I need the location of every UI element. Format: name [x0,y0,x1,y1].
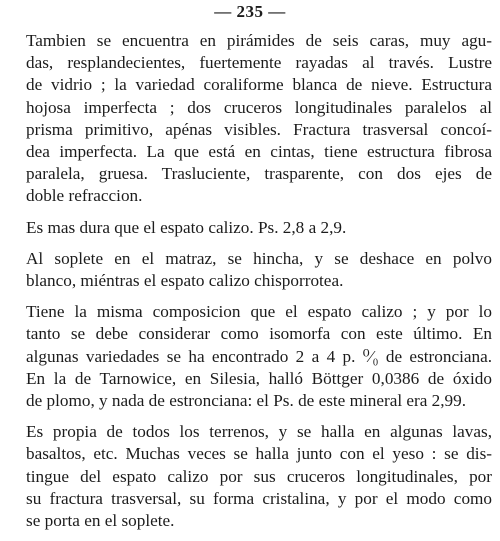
text-line: algunas variedades se ha encontrado 2 a 4 p. ⁰⁄₀ de estronciana. [26,346,492,366]
text-line: tanto se debe considerar como isomorfa con este último. En [26,324,492,344]
page-number: — 235 — [214,2,286,21]
text-line: dea imperfecta. La que está en cintas, tiene estructura fibrosa [26,142,492,162]
paragraph-blowpipe [26,248,492,292]
text-line: Es mas dura que el espato calizo. Ps. 2,8 a 2,9. [26,217,347,237]
text-line: doble refraccion. [26,186,143,206]
text-line: de plomo, y nada de estronciana: el Ps. de este mineral era 2,99. [26,391,467,411]
text-line: tingue del espato calizo por sus cruceros longitudinales, por [26,466,492,486]
text-line: su fractura trasversal, su forma cristalina, y por el modo como [26,488,492,508]
text-line: hojosa imperfecta ; dos cruceros longitudinales paralelos al [26,97,492,117]
text-line: Tambien se encuentra en pirámides de seis caras, muy agu- [26,31,492,50]
paragraph-description [26,30,492,208]
text-line: de vidrio ; la variedad coraliforme blanca de nieve. Estructura [26,75,492,95]
paragraph-occurrence [26,421,492,532]
text-line: se porta en el soplete. [26,511,175,531]
body-text [26,30,492,541]
text-line: Es propia de todos los terrenos, y se halla en algunas lavas, [26,422,492,442]
text-line: paralela, gruesa. Trasluciente, trasparente, con dos ejes de [26,164,492,184]
text-line: das, resplandecientes, fuertemente rayadas al través. Lustre [26,53,492,73]
text-line: blanco, miéntras el espato calizo chisporrotea. [26,271,344,291]
text-line: Tiene la misma composicion que el espato calizo ; y por lo [26,302,492,322]
text-line: Al soplete en el matraz, se hincha, y se deshace en polvo [26,248,492,268]
text-line: En la de Tarnowice, en Silesia, halló Böttger 0,0386 de óxido [26,368,492,388]
text-line: prisma primitivo, apénas visibles. Fractura trasversal concoí- [26,119,492,139]
paragraph-composition [26,301,492,412]
paragraph-hardness [26,217,492,239]
text-line: basaltos, etc. Muchas veces se halla junto con el yeso : se dis- [26,444,492,464]
